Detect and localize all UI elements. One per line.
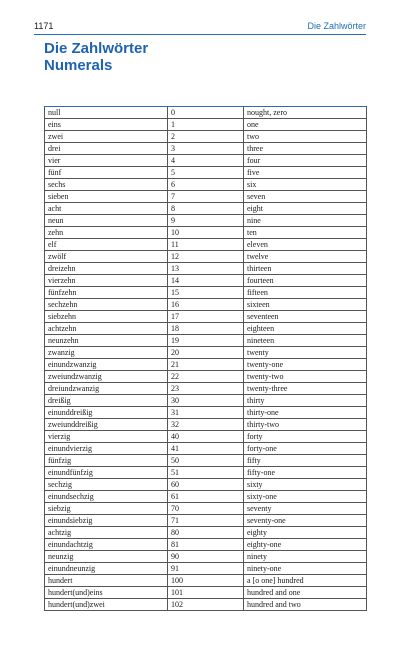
german-word-cell: einunddreißig <box>45 407 168 419</box>
german-word-cell: achtzehn <box>45 323 168 335</box>
german-word-cell: null <box>45 107 168 119</box>
german-word-cell: dreizehn <box>45 263 168 275</box>
table-row <box>45 359 367 371</box>
numeral-cell: 11 <box>168 239 244 251</box>
table-row <box>45 251 367 263</box>
english-word-cell: twelve <box>244 251 367 263</box>
header-rule <box>34 34 366 35</box>
english-word-cell: five <box>244 167 367 179</box>
table-row <box>45 455 367 467</box>
numeral-cell: 18 <box>168 323 244 335</box>
english-word-cell: nine <box>244 215 367 227</box>
table-row <box>45 179 367 191</box>
table-row <box>45 155 367 167</box>
numeral-cell: 16 <box>168 299 244 311</box>
german-word-cell: fünfzehn <box>45 287 168 299</box>
english-word-cell: twenty-three <box>244 383 367 395</box>
table-row <box>45 587 367 599</box>
english-word-cell: seventy <box>244 503 367 515</box>
english-word-cell: eight <box>244 203 367 215</box>
numeral-cell: 71 <box>168 515 244 527</box>
german-word-cell: zweiundzwanzig <box>45 371 168 383</box>
table-row <box>45 323 367 335</box>
english-word-cell: ten <box>244 227 367 239</box>
german-word-cell: drei <box>45 143 168 155</box>
numeral-cell: 0 <box>168 107 244 119</box>
numeral-cell: 100 <box>168 575 244 587</box>
english-word-cell: sixteen <box>244 299 367 311</box>
english-word-cell: hundred and one <box>244 587 367 599</box>
numeral-cell: 15 <box>168 287 244 299</box>
numeral-cell: 8 <box>168 203 244 215</box>
german-word-cell: dreißig <box>45 395 168 407</box>
english-word-cell: fourteen <box>244 275 367 287</box>
numeral-cell: 81 <box>168 539 244 551</box>
english-word-cell: sixty <box>244 479 367 491</box>
running-title: Die Zahlwörter <box>307 21 366 31</box>
german-word-cell: zwölf <box>45 251 168 263</box>
numeral-cell: 17 <box>168 311 244 323</box>
numeral-cell: 80 <box>168 527 244 539</box>
table-row <box>45 431 367 443</box>
table-row <box>45 239 367 251</box>
numeral-cell: 90 <box>168 551 244 563</box>
english-word-cell: four <box>244 155 367 167</box>
table-row <box>45 395 367 407</box>
page-title-german: Die Zahlwörter <box>44 40 149 57</box>
german-word-cell: einundfünfzig <box>45 467 168 479</box>
german-word-cell: dreiundzwanzig <box>45 383 168 395</box>
table-row <box>45 335 367 347</box>
numeral-cell: 91 <box>168 563 244 575</box>
german-word-cell: siebzig <box>45 503 168 515</box>
english-word-cell: seventy-one <box>244 515 367 527</box>
numeral-cell: 60 <box>168 479 244 491</box>
german-word-cell: hundert(und)eins <box>45 587 168 599</box>
german-word-cell: achtzig <box>45 527 168 539</box>
english-word-cell: thirteen <box>244 263 367 275</box>
table-row <box>45 167 367 179</box>
german-word-cell: elf <box>45 239 168 251</box>
table-row <box>45 119 367 131</box>
english-word-cell: twenty-one <box>244 359 367 371</box>
table-row <box>45 263 367 275</box>
numeral-cell: 21 <box>168 359 244 371</box>
numerals-table <box>44 106 367 611</box>
numeral-cell: 19 <box>168 335 244 347</box>
table-row <box>45 203 367 215</box>
german-word-cell: acht <box>45 203 168 215</box>
german-word-cell: neunzehn <box>45 335 168 347</box>
numeral-cell: 6 <box>168 179 244 191</box>
english-word-cell: fifteen <box>244 287 367 299</box>
german-word-cell: einundvierzig <box>45 443 168 455</box>
table-row <box>45 131 367 143</box>
english-word-cell: six <box>244 179 367 191</box>
page-number: 1171 <box>34 21 54 31</box>
english-word-cell: ninety-one <box>244 563 367 575</box>
numeral-cell: 51 <box>168 467 244 479</box>
german-word-cell: einundneunzig <box>45 563 168 575</box>
title-block <box>44 40 148 74</box>
english-word-cell: nineteen <box>244 335 367 347</box>
table-row <box>45 419 367 431</box>
table-row <box>45 515 367 527</box>
german-word-cell: siebzehn <box>45 311 168 323</box>
german-word-cell: hundert <box>45 575 168 587</box>
english-word-cell: eighty <box>244 527 367 539</box>
numeral-cell: 2 <box>168 131 244 143</box>
table-row <box>45 479 367 491</box>
numeral-cell: 23 <box>168 383 244 395</box>
numerals-table-body <box>45 107 367 611</box>
english-word-cell: thirty <box>244 395 367 407</box>
table-row <box>45 383 367 395</box>
german-word-cell: zehn <box>45 227 168 239</box>
english-word-cell: twenty-two <box>244 371 367 383</box>
german-word-cell: vierzig <box>45 431 168 443</box>
english-word-cell: thirty-two <box>244 419 367 431</box>
numeral-cell: 3 <box>168 143 244 155</box>
table-row <box>45 347 367 359</box>
table-row <box>45 407 367 419</box>
numeral-cell: 41 <box>168 443 244 455</box>
german-word-cell: fünfzig <box>45 455 168 467</box>
table-row <box>45 503 367 515</box>
german-word-cell: eins <box>45 119 168 131</box>
english-word-cell: sixty-one <box>244 491 367 503</box>
english-word-cell: eighteen <box>244 323 367 335</box>
german-word-cell: zweiunddreißig <box>45 419 168 431</box>
german-word-cell: neun <box>45 215 168 227</box>
table-row <box>45 299 367 311</box>
table-row <box>45 227 367 239</box>
numeral-cell: 22 <box>168 371 244 383</box>
table-row <box>45 371 367 383</box>
numeral-cell: 30 <box>168 395 244 407</box>
english-word-cell: twenty <box>244 347 367 359</box>
english-word-cell: fifty-one <box>244 467 367 479</box>
numeral-cell: 70 <box>168 503 244 515</box>
page-header <box>34 17 366 33</box>
table-row <box>45 551 367 563</box>
table-row <box>45 539 367 551</box>
german-word-cell: einundachtzig <box>45 539 168 551</box>
numeral-cell: 102 <box>168 599 244 611</box>
table-row <box>45 467 367 479</box>
german-word-cell: sechs <box>45 179 168 191</box>
german-word-cell: sechzig <box>45 479 168 491</box>
english-word-cell: forty-one <box>244 443 367 455</box>
numeral-cell: 7 <box>168 191 244 203</box>
english-word-cell: two <box>244 131 367 143</box>
english-word-cell: fifty <box>244 455 367 467</box>
table-row <box>45 191 367 203</box>
german-word-cell: zwei <box>45 131 168 143</box>
numeral-cell: 32 <box>168 419 244 431</box>
numeral-cell: 1 <box>168 119 244 131</box>
english-word-cell: nought, zero <box>244 107 367 119</box>
table-row <box>45 599 367 611</box>
numeral-cell: 101 <box>168 587 244 599</box>
german-word-cell: vier <box>45 155 168 167</box>
english-word-cell: seven <box>244 191 367 203</box>
german-word-cell: fünf <box>45 167 168 179</box>
numeral-cell: 5 <box>168 167 244 179</box>
numeral-cell: 31 <box>168 407 244 419</box>
numeral-cell: 4 <box>168 155 244 167</box>
numeral-cell: 14 <box>168 275 244 287</box>
numeral-cell: 13 <box>168 263 244 275</box>
german-word-cell: zwanzig <box>45 347 168 359</box>
german-word-cell: sechzehn <box>45 299 168 311</box>
page-title-english: Numerals <box>44 57 113 74</box>
table-row <box>45 143 367 155</box>
german-word-cell: einundsiebzig <box>45 515 168 527</box>
english-word-cell: ninety <box>244 551 367 563</box>
numeral-cell: 61 <box>168 491 244 503</box>
table-row <box>45 275 367 287</box>
german-word-cell: einundsechzig <box>45 491 168 503</box>
table-row <box>45 527 367 539</box>
table-row <box>45 491 367 503</box>
table-row <box>45 107 367 119</box>
english-word-cell: three <box>244 143 367 155</box>
english-word-cell: thirty-one <box>244 407 367 419</box>
table-row <box>45 311 367 323</box>
german-word-cell: hundert(und)zwei <box>45 599 168 611</box>
table-row <box>45 575 367 587</box>
english-word-cell: one <box>244 119 367 131</box>
german-word-cell: vierzehn <box>45 275 168 287</box>
english-word-cell: hundred and two <box>244 599 367 611</box>
numeral-cell: 10 <box>168 227 244 239</box>
german-word-cell: sieben <box>45 191 168 203</box>
numeral-cell: 40 <box>168 431 244 443</box>
english-word-cell: eleven <box>244 239 367 251</box>
german-word-cell: einundzwanzig <box>45 359 168 371</box>
english-word-cell: eighty-one <box>244 539 367 551</box>
table-row <box>45 287 367 299</box>
numeral-cell: 9 <box>168 215 244 227</box>
numeral-cell: 50 <box>168 455 244 467</box>
table-row <box>45 215 367 227</box>
numeral-cell: 20 <box>168 347 244 359</box>
english-word-cell: seventeen <box>244 311 367 323</box>
numeral-cell: 12 <box>168 251 244 263</box>
english-word-cell: forty <box>244 431 367 443</box>
table-row <box>45 443 367 455</box>
german-word-cell: neunzig <box>45 551 168 563</box>
table-row <box>45 563 367 575</box>
english-word-cell: a [o one] hundred <box>244 575 367 587</box>
